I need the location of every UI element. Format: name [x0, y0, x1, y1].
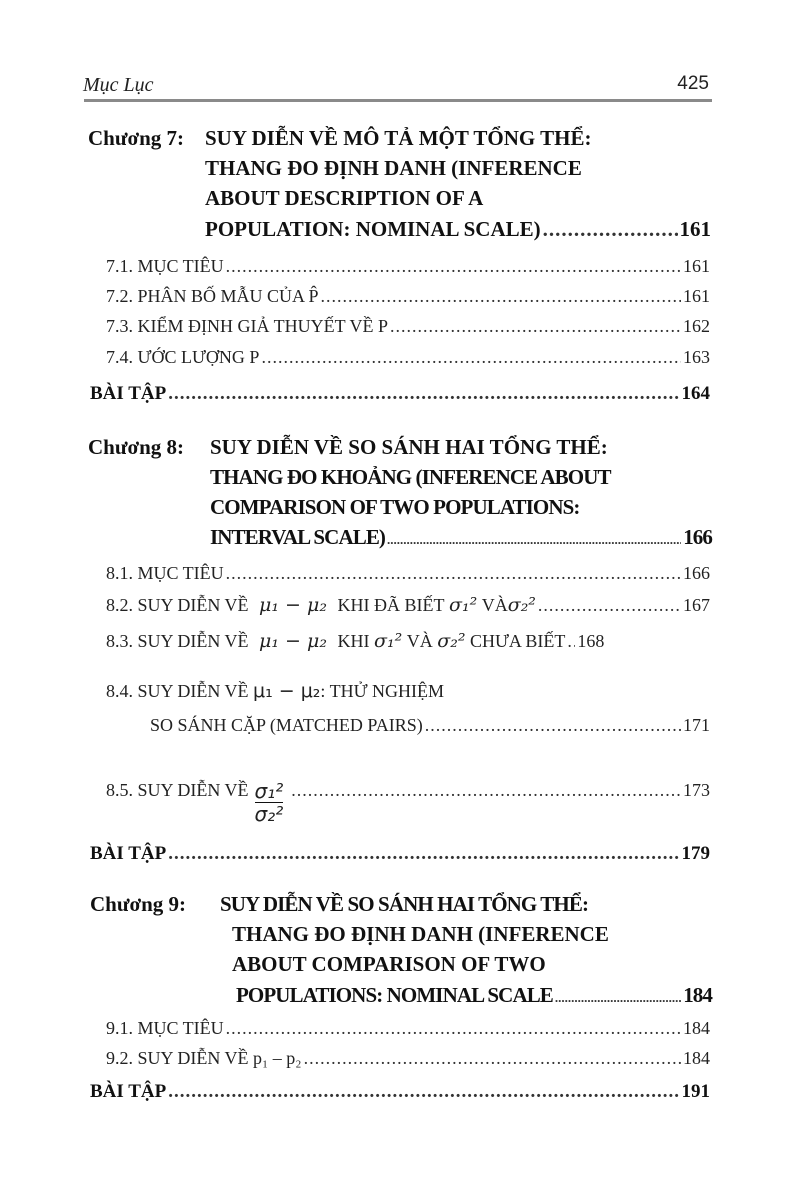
- section-number: 7.2.: [106, 286, 133, 306]
- section-title: SUY DIỄN VỀ p₁ – p₂: [137, 1048, 302, 1068]
- chapter-title-line[interactable]: [210, 495, 580, 520]
- section-title-line2: SO SÁNH CẶP (MATCHED PAIRS): [150, 715, 423, 735]
- toc-section-7-1[interactable]: [106, 256, 710, 277]
- leader-dots: [387, 532, 681, 548]
- toc-section-8-4-continued[interactable]: [150, 715, 710, 736]
- chapter-title-text: POPULATIONS: NOMINAL SCALE: [236, 983, 553, 1007]
- chapter-title-text: ABOUT COMPARISON OF TWO: [232, 952, 546, 976]
- leader-dots: [168, 843, 679, 865]
- sigma1-squared-math: σ₁²: [374, 630, 403, 652]
- section-page-number: 161: [683, 256, 710, 276]
- sigma2-squared-math: σ₂²: [507, 594, 536, 616]
- leader-dots: [168, 383, 679, 405]
- section-page-number: 166: [683, 563, 710, 583]
- section-title: KIỂM ĐỊNH GIẢ THUYẾT VỀ P: [137, 316, 388, 336]
- section-title: MỤC TIÊU: [137, 256, 224, 276]
- chapter-title-text: THANG ĐO ĐỊNH DANH (INFERENCE: [232, 922, 609, 946]
- toc-exercises-ch8[interactable]: [90, 843, 710, 865]
- chapter-title-line[interactable]: [205, 156, 582, 181]
- exercises-page-number: 191: [681, 1081, 710, 1102]
- section-suffix: : THỬ NGHIỆM: [320, 681, 445, 701]
- toc-section-8-1[interactable]: [106, 563, 710, 584]
- chapter-label[interactable]: Chương 9:: [90, 892, 186, 916]
- exercises-label: BÀI TẬP: [90, 1081, 167, 1102]
- chapter-title-text: ABOUT DESCRIPTION OF A: [205, 186, 484, 210]
- exercises-label: BÀI TẬP: [90, 383, 167, 404]
- toc-section-8-5[interactable]: [106, 778, 710, 826]
- chapter-title-text: SUY DIỄN VỀ SO SÁNH HAI TỔNG THỂ:: [210, 435, 608, 459]
- mu-difference-math: μ₁ − μ₂: [259, 594, 327, 616]
- leader-dots: [304, 1048, 681, 1069]
- section-prefix: SUY DIỄN VỀ: [137, 631, 249, 651]
- toc-section-7-2[interactable]: [106, 286, 710, 307]
- leader-dots: [168, 1081, 679, 1103]
- fraction-numerator: σ₁²: [254, 779, 284, 803]
- leader-dots: [261, 347, 681, 368]
- leader-dots: [321, 286, 681, 307]
- section-page-number: 161: [683, 286, 710, 306]
- section-number: 8.2.: [106, 595, 133, 615]
- section-title: MỤC TIÊU: [137, 563, 224, 583]
- toc-section-8-3[interactable]: [106, 630, 710, 652]
- leader-dots: [425, 715, 681, 736]
- exercises-page-number: 164: [681, 383, 710, 404]
- mu-difference-math: μ₁ − μ₂: [253, 680, 321, 702]
- section-number: 7.4.: [106, 347, 133, 367]
- section-title: ƯỚC LƯỢNG P: [137, 347, 260, 367]
- toc-section-8-2[interactable]: [106, 594, 710, 616]
- running-header: [83, 74, 711, 96]
- leader-dots: [226, 1018, 681, 1039]
- mu-difference-math: μ₁ − μ₂: [259, 630, 327, 652]
- leader-dots: [567, 631, 575, 652]
- chapter-title-text: THANG ĐO ĐỊNH DANH (INFERENCE: [205, 156, 582, 180]
- section-prefix: SUY DIỄN VỀ: [137, 681, 249, 701]
- section-page-number: 162: [683, 316, 710, 336]
- section-title: MỤC TIÊU: [137, 1018, 224, 1038]
- section-suffix: CHƯA BIẾT: [469, 631, 566, 651]
- leader-dots: [226, 256, 681, 277]
- chapter-label[interactable]: Chương 8:: [88, 435, 184, 459]
- section-prefix: SUY DIỄN VỀ: [137, 780, 249, 800]
- chapter-title-line[interactable]: [205, 126, 591, 151]
- leader-dots: [226, 563, 681, 584]
- toc-section-9-1[interactable]: [106, 1018, 710, 1039]
- chapter-title-line[interactable]: [232, 952, 546, 977]
- header-title: Mục Lục: [83, 74, 154, 96]
- section-number: 8.3.: [106, 631, 133, 651]
- chapter-title-last-line[interactable]: [210, 525, 712, 550]
- sigma2-squared-math: σ₂²: [437, 630, 466, 652]
- leader-dots: [291, 780, 681, 801]
- section-page-number: 168: [577, 631, 605, 651]
- section-number: 8.5.: [106, 780, 133, 800]
- section-page-number: 173: [683, 780, 710, 800]
- chapter-title-last-line[interactable]: [205, 217, 711, 242]
- toc-exercises-ch7[interactable]: [90, 383, 710, 405]
- section-prefix: SUY DIỄN VỀ: [137, 595, 249, 615]
- toc-section-8-4[interactable]: [106, 680, 710, 702]
- section-page-number: 167: [683, 595, 710, 615]
- chapter-page-number: 184: [683, 983, 712, 1007]
- chapter-title-line[interactable]: [210, 465, 611, 490]
- chapter-title-text: INTERVAL SCALE): [210, 525, 386, 549]
- section-number: 7.3.: [106, 316, 133, 336]
- toc-section-7-3[interactable]: [106, 316, 710, 337]
- leader-dots: [390, 316, 681, 337]
- chapter-title-text: COMPARISON OF TWO POPULATIONS:: [210, 495, 580, 519]
- chapter-label[interactable]: Chương 7:: [88, 126, 184, 150]
- variance-ratio-fraction: [255, 780, 284, 825]
- toc-exercises-ch9[interactable]: [90, 1081, 710, 1103]
- chapter-page-number: 166: [683, 525, 712, 549]
- exercises-page-number: 179: [681, 843, 710, 864]
- header-page-number: 425: [677, 73, 709, 94]
- section-and: VÀ: [481, 595, 508, 615]
- section-number: 9.2.: [106, 1048, 133, 1068]
- chapter-title-line[interactable]: [220, 892, 588, 917]
- section-and: VÀ: [406, 631, 433, 651]
- section-number: 8.1.: [106, 563, 133, 583]
- chapter-title-line[interactable]: [210, 435, 608, 460]
- leader-dots: [543, 217, 678, 242]
- chapter-title-text: POPULATION: NOMINAL SCALE): [205, 217, 541, 241]
- sigma1-squared-math: σ₁²: [449, 594, 478, 616]
- section-page-number: 184: [683, 1018, 710, 1038]
- leader-dots: [538, 595, 681, 616]
- toc-section-9-2[interactable]: [106, 1048, 710, 1069]
- chapter-title-line[interactable]: [205, 186, 483, 211]
- section-number: 7.1.: [106, 256, 133, 276]
- section-title: PHÂN BỐ MẪU CỦA P̂: [137, 286, 319, 306]
- header-rule: [84, 99, 712, 102]
- chapter-title-last-line[interactable]: [236, 983, 712, 1008]
- section-number: 9.1.: [106, 1018, 133, 1038]
- section-page-number: 184: [683, 1048, 710, 1068]
- fraction-denominator: σ₂²: [254, 802, 284, 826]
- leader-dots: [555, 990, 681, 1006]
- chapter-title-text: SUY DIỄN VỀ MÔ TẢ MỘT TỔNG THỂ:: [205, 126, 592, 150]
- chapter-page-number: 161: [679, 217, 711, 241]
- section-page-number: 163: [683, 347, 710, 367]
- exercises-label: BÀI TẬP: [90, 843, 167, 864]
- chapter-title-line[interactable]: [232, 922, 609, 947]
- section-number: 8.4.: [106, 681, 133, 701]
- toc-section-7-4[interactable]: [106, 347, 710, 368]
- section-middle: KHI ĐÃ BIẾT: [337, 595, 445, 615]
- chapter-title-text: SUY DIỄN VỀ SO SÁNH HAI TỔNG THỂ:: [220, 892, 589, 916]
- section-page-number: 171: [683, 715, 710, 735]
- section-middle: KHI: [337, 631, 370, 651]
- chapter-title-text: THANG ĐO KHOẢNG (INFERENCE ABOUT: [210, 465, 611, 489]
